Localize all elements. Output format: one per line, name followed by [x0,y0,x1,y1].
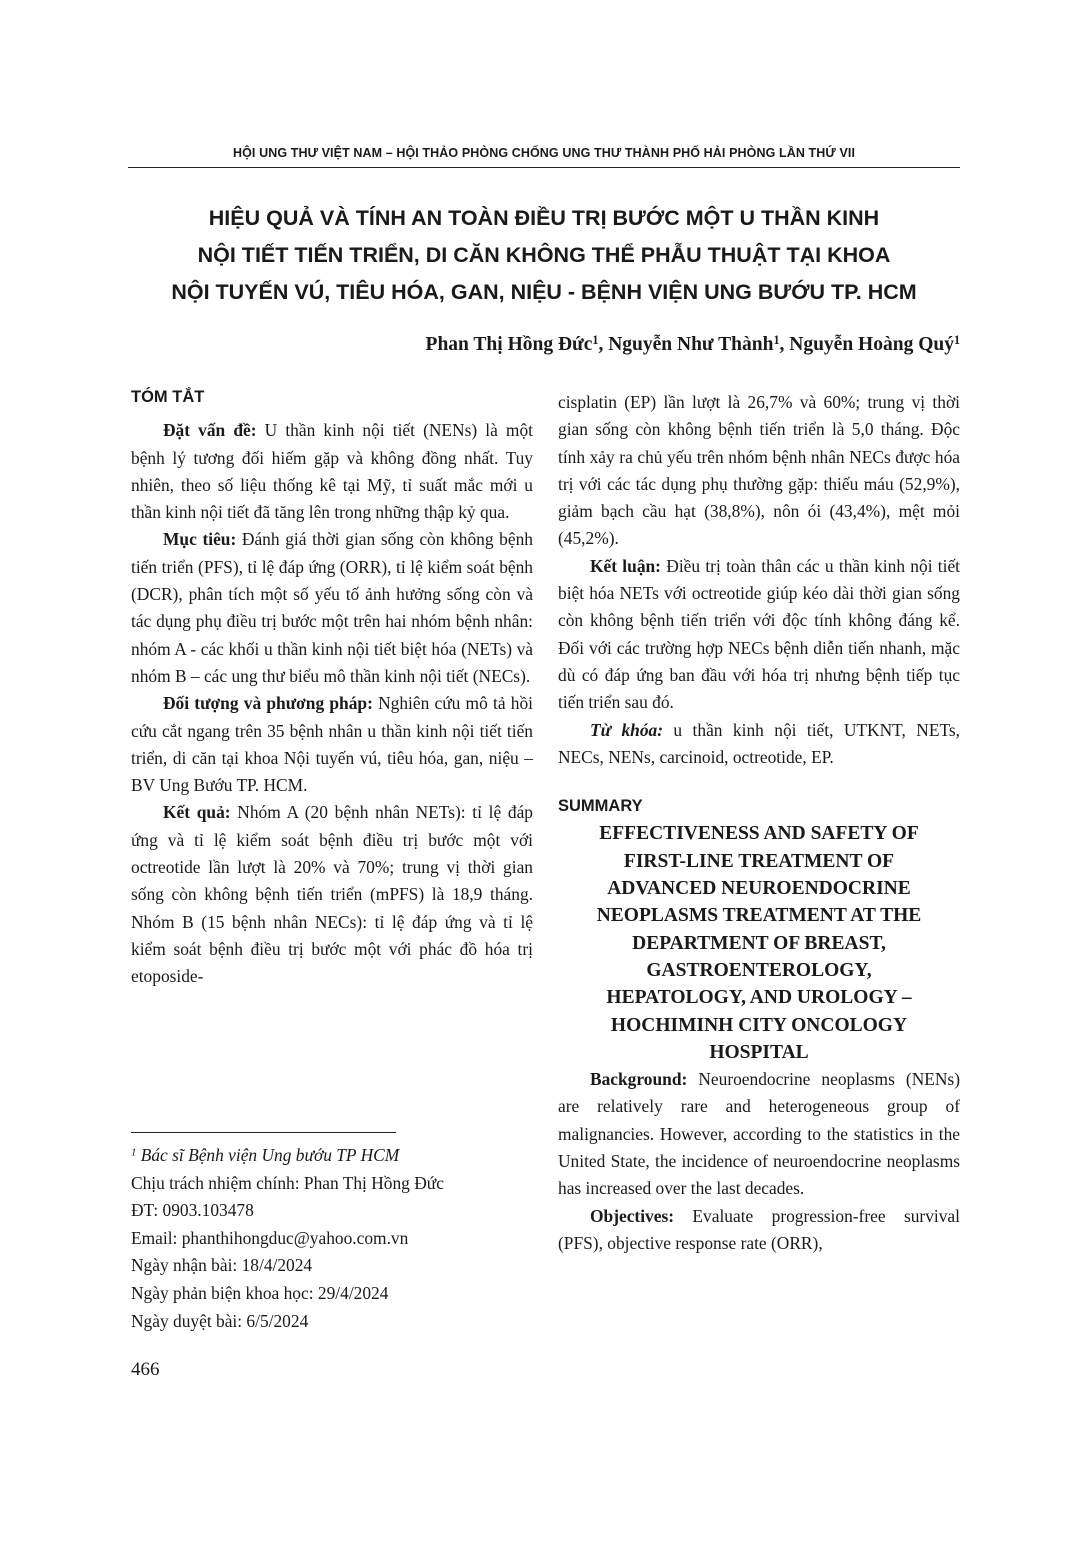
paragraph-ket-luan [558,553,960,717]
english-title-line: HOCHIMINH CITY ONCOLOGY [610,1014,908,1036]
author-affiliation-mark: 1 [592,332,599,347]
paragraph-muc-tieu [131,526,533,690]
author-name: Nguyễn Hoàng Quý [789,334,954,355]
english-title-line: ADVANCED NEUROENDOCRINE [607,878,911,900]
article-title [128,200,960,311]
title-line: HIỆU QUẢ VÀ TÍNH AN TOÀN ĐIỀU TRỊ BƯỚC MỘT U THẦN KINH [208,206,880,230]
paragraph-doi-tuong [131,690,533,799]
title-line: NỘI TIẾT TIẾN TRIỂN, DI CĂN KHÔNG THỂ PHẪU THUẬT TẠI KHOA [197,243,891,267]
footnote [131,1142,533,1335]
paragraph-text: Đánh giá thời gian sống còn không bệnh tiến triển (PFS), tỉ lệ đáp ứng (ORR), tỉ lệ kiểm soát bệnh (DCR), phân tích một số yếu tố ảnh hưởng sống còn và tác dụng phụ điều trị bước một trên hai nhóm bệnh nhân: nhóm A - các khối u thần kinh nội tiết biệt hóa (NETs) và nhóm B – các ung thư biểu mô thần kinh nội tiết (NECs). [131,529,533,686]
author-list [426,334,960,356]
paragraph-text: U thần kinh nội tiết (NENs) là một bệnh lý tương đối hiếm gặp và không đồng nhất. Tuy nhiên, theo số liệu thống kê tại Mỹ, tỉ suất mắc mới u thần kinh nội tiết đã tăng lên trong những thập kỷ qua. [131,420,533,523]
page-number: 466 [131,1359,160,1380]
paragraph-label: Kết quả: [163,802,231,823]
author-affiliation-mark: 1 [953,332,960,347]
footnote-email: Email: phanthihongduc@yahoo.com.vn [131,1227,409,1248]
footnote-responsible: Chịu trách nhiệm chính: Phan Thị Hồng Đức [131,1172,444,1193]
author-name: Phan Thị Hồng Đức [425,334,593,355]
title-line: NỘI TUYẾN VÚ, TIÊU HÓA, GAN, NIỆU - BỆNH VIỆN UNG BƯỚU TP. HCM [171,280,917,304]
paragraph-text: Nghiên cứu mô tả hồi cứu cắt ngang trên 35 bệnh nhân u thần kinh nội tiết tiến triển, di căn tại khoa Nội tuyến vú, tiêu hóa, gan, niệu – BV Ung Bướu TP. HCM. [131,693,533,796]
footnote-phone: ĐT: 0903.103478 [131,1200,254,1221]
english-title [558,820,960,1066]
paragraph-label: Kết luận: [590,555,661,576]
author-separator: , [598,334,609,355]
paragraph-label: Mục tiêu: [163,529,237,550]
english-title-line: NEOPLASMS TREATMENT AT THE [596,905,922,927]
footnote-divider [131,1132,396,1133]
paragraph-label: Đặt vấn đề: [163,420,257,441]
paragraph-objectives [558,1203,960,1258]
paragraph-ket-qua [131,799,533,990]
paragraph-label: Đối tượng và phương pháp: [163,693,373,714]
summary-en-heading: SUMMARY [558,797,643,816]
paragraph-label: Objectives: [590,1205,675,1226]
paragraph-background [558,1066,960,1202]
paragraph-text: Nhóm A (20 bệnh nhân NETs): tỉ lệ đáp ứng và tỉ lệ kiểm soát bệnh điều trị bước một với octreotide lần lượt là 20% và 70%; trung vị thời gian sống còn không bệnh tiến triển (mPFS) là 18,9 tháng. Nhóm B (15 bệnh nhân NECs): tỉ lệ đáp ứng và tỉ lệ kiểm soát bệnh điều trị bước một với phác đồ hóa trị etoposide- [131,802,533,987]
left-column [131,384,533,991]
footnote-received: Ngày nhận bài: 18/4/2024 [131,1255,313,1276]
paragraph-text: u thần kinh nội tiết, UTKNT, NETs, NECs, NENs, carcinoid, octreotide, EP. [558,719,960,767]
english-title-line: FIRST-LINE TREATMENT OF [623,850,895,872]
footnote-accepted: Ngày duyệt bài: 6/5/2024 [131,1310,309,1331]
right-column [558,389,960,1257]
footnote-mark: 1 [131,1146,137,1159]
footnote-reviewed: Ngày phản biện khoa học: 29/4/2024 [131,1282,389,1303]
header-divider [128,167,960,168]
english-title-line: EFFECTIVENESS AND SAFETY OF [599,823,919,845]
english-title-line: HEPATOLOGY, AND UROLOGY – [606,987,912,1009]
paragraph-text: Điều trị toàn thân các u thần kinh nội tiết biệt hóa NETs với octreotide giúp kéo dài thời gian sống còn không bệnh tiến triển với độc tính không đáng kể. Đối với các trường hợp NECs bệnh diễn tiến nhanh, mặc dù có đáp ứng ban đầu với hóa trị nhưng bệnh tiếp tục tiến triển sau đó. [558,555,961,713]
paragraph-label: Từ khóa: [590,719,664,740]
author-affiliation-mark: 1 [773,332,780,347]
paragraph-text: Evaluate progression-free survival (PFS), objective response rate (ORR), [558,1205,960,1253]
paragraph-dat-van-de [131,417,533,526]
paragraph-label: Background: [590,1069,688,1090]
footnote-affiliation-text: Bác sĩ Bệnh viện Ung bướu TP HCM [136,1145,400,1165]
author-name: Nguyễn Như Thành [608,334,774,355]
paragraph-ket-qua-continued: cisplatin (EP) lần lượt là 26,7% và 60%; trung vị thời gian sống còn không bệnh tiến triển là 5,0 tháng. Độc tính xảy ra chủ yếu trên nhóm bệnh nhân NECs được hóa trị với các tác dụng phụ thường gặp: thiếu máu (52,9%), giảm bạch cầu hạt (38,8%), nôn ói (43,4%), mệt mỏi (45,2%). [558,392,960,549]
paragraph-tu-khoa [558,717,960,772]
paragraph-text: Neuroendocrine neoplasms (NENs) are relatively rare and heterogeneous group of malignancies. However, according to the statistics in the United State, the incidence of neuroendocrine neoplasms has increased over the last decades. [558,1069,960,1199]
english-title-line: DEPARTMENT OF BREAST, [632,932,886,954]
footnote-affiliation [131,1142,533,1170]
english-title-line: HOSPITAL [709,1041,809,1063]
english-title-line: GASTROENTEROLOGY, [646,959,872,981]
running-head: HỘI UNG THƯ VIỆT NAM – HỘI THẢO PHÒNG CHỐNG UNG THƯ THÀNH PHỐ HẢI PHÒNG LẦN THỨ VII [232,146,856,160]
author-separator: , [779,334,790,355]
summary-vi-heading: TÓM TẮT [131,388,205,406]
